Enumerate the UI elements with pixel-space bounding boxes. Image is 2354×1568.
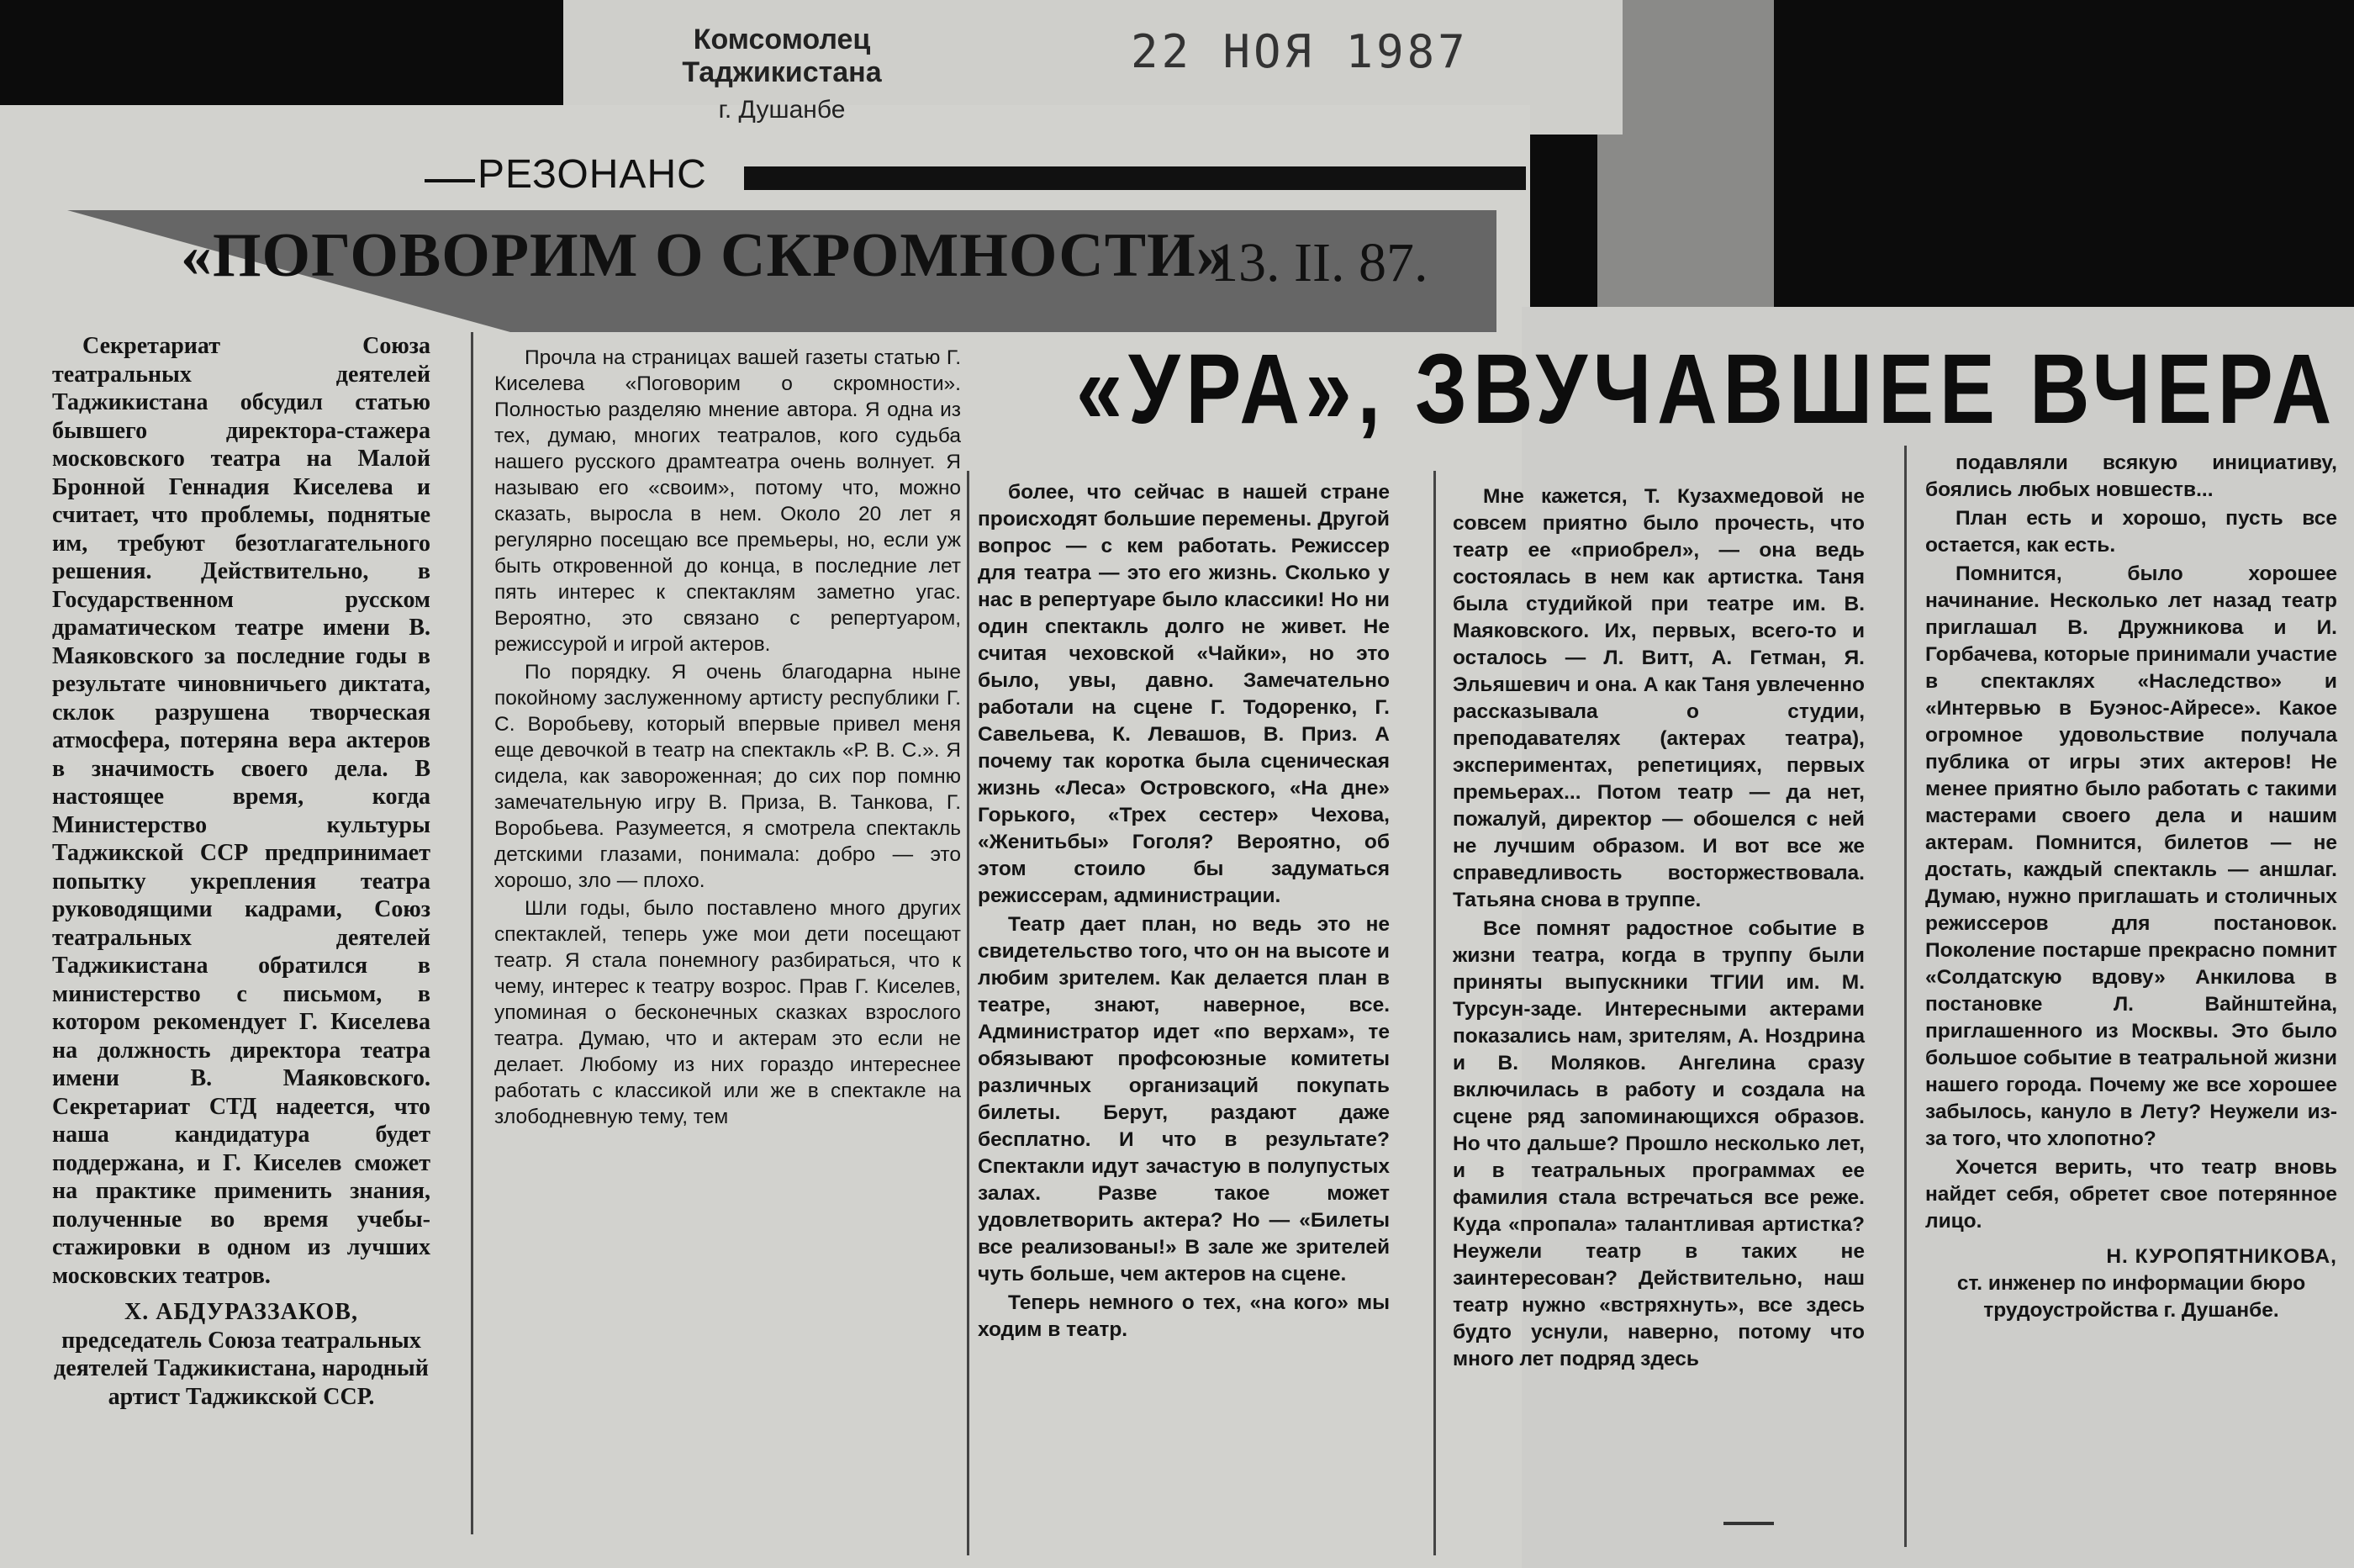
- signature-title: председатель Союза театральных деятелей Таджикистана, народный артист Таджикской ССР.: [54, 1327, 429, 1410]
- signature-title: ст. инженер по информации бюро трудоустройства г. Душанбе.: [1956, 1272, 2306, 1322]
- paragraph: План есть и хорошо, пусть все остается, как есть.: [1925, 507, 2337, 557]
- paragraph: Теперь немного о тех, «на кого» мы ходим в театр.: [978, 1291, 1390, 1341]
- newspaper-source: [605, 24, 958, 124]
- column-3-letter: [978, 479, 1390, 1345]
- paragraph: Шли годы, было поставлено много других спектаклей, теперь уже мои дети посещают театр. Я стала понемногу разбираться, что к чему, интерес к театру возрос. Прав Г. Киселев, упоминая о бесконечных сказках взрослого театра. Думаю, что и актерам это если не делает. Любому из них гораздо интереснее работать с классикой или же в спектакле на злободневную тему, тем: [494, 897, 961, 1128]
- background-paper-gray: [1597, 0, 1774, 319]
- column-divider: [1433, 471, 1436, 1555]
- paragraph: Помнится, было хорошее начинание. Несколько лет назад театр приглашал В. Дружникова и И. Горбачева, которые принимали участие в спектаклях «Наследство» и «Интервью в Буэнос-Айресе». Какое огромное удовольствие получала публика от игры этих актеров! Не менее приятно было работать с такими мастерами своего дела и нашим актерам. Помнится, билетов — не достать, каждый спектакль — аншлаг. Думаю, нужно приглашать и столичных режиссеров для постановок. Поколение постарше прекрасно помнит «Солдатскую вдову» Анкилова в постановке Л. Вайнштейна, приглашенного из Москвы. Это было большое событие в театральной жизни нашего города. Почему же все хорошее забылось, кануло в Лету? Неужели из-за того, что хлопотно?: [1925, 562, 2337, 1150]
- paragraph: Театр дает план, но ведь это не свидетельство того, что он на высоте и любим зрителем. Как делается план в театре, знают, наверное, все. Администратор идет «по верхам», те обязывают профсоюзные комитеты различных организаций покупать билеты. Берут, раздают даже бесплатно. И что в результате? Спектакли идут зачастую в полупустых залах. Разве такое может удовлетворить актера? Но — «Билеты все реализованы!» В зале же зрителей чуть больше, чем актеров на сцене.: [978, 913, 1390, 1286]
- signature-name: Н. КУРОПЯТНИКОВА,: [2106, 1245, 2337, 1268]
- column-divider: [967, 471, 969, 1555]
- paragraph: Мне кажется, Т. Кузахмедовой не совсем приятно было прочесть, что театр ее «приобрел», — она ведь состоялась в нем как артистка. Таня была студийкой при театре им. В. Маяковского. Их, первых, всего-то и осталось — Л. Витт, А. Гетман, Я. Эльяшевич и она. А как Таня увлеченно рассказывала о студии, преподавателях (актерах театра), экспериментах, репетициях, первых премьерах... Потом театр — да нет, пожалуй, директор — обошелся с ней не лучшим образом. И вот все же справедливость восторжествовала. Татьяна снова в труппе.: [1453, 485, 1865, 911]
- paragraph: Хочется верить, что театр вновь найдет себя, обретет свое потерянное лицо.: [1925, 1156, 2337, 1233]
- newspaper-name: Комсомолец Таджикистана: [682, 24, 882, 88]
- rubric-label: РЕЗОНАНС: [478, 152, 707, 197]
- paragraph: Секретариат Союза театральных деятелей Таджикистана обсудил статью бывшего директора-стажера московского театра на Малой Бронной Геннадия Киселева и считает, что проблемы, поднятые им, требуют безотлагательного решения. Действительно, в Государственном русском драматическом театре имени В. Маяковского за последние годы в результате чиновничьего диктата, склок разрушена творческая атмосфера, потеряна вера актеров в значимость своего дела. В настоящее время, когда Министерство культуры Таджикской ССР предпринимает попытку укрепления театра руководящими кадрами, Союз театральных деятелей Таджикистана обратился в министерство с письмом, в котором рекомендует Г. Киселева на должность директора театра имени В. Маяковского. Секретариат СТД надеется, что наша кандидатура будет поддержана, и Г. Киселев сможет на практике применить знания, полученные во время учебы-стажировки в одном из лучших московских театров.: [52, 333, 430, 1289]
- paragraph: По порядку. Я очень благодарна ныне покойному заслуженному артисту республики Г. С. Воробьеву, который впервые привел меня еще девочкой в театр на спектакль «Р. В. С.». Я сидела, как завороженная; до сих пор помню замечательную игру В. Приза, В. Танкова, Г. Воробьева. Разумеется, я смотрела спектакль детскими глазами, понимала: добро — это хорошо, зло — плохо.: [494, 661, 961, 892]
- column-1-statement: [52, 332, 430, 1412]
- paragraph: более, что сейчас в нашей стране происходят большие перемены. Другой вопрос — с кем работать. Режиссер для театра — это его жизнь. Сколько у нас в репертуаре было классики! Но ни один спектакль долго не живет. Не считая чеховской «Чайки», но это было, увы, давно. Замечательно работали на сцене Г. Тодоренко, Г. Савельева, К. Левашов, В. Приз. А почему так коротка была сценическая жизнь «Леса» Островского, «На дне» Горького, «Трех сестер» Чехова, «Женитьбы» Гоголя? Вероятно, об этом стоило бы задуматься режиссерам, администрации.: [978, 481, 1390, 907]
- signature: [52, 1298, 430, 1411]
- rubric-rule-right: [744, 166, 1526, 190]
- paragraph: Прочла на страницах вашей газеты статью Г. Киселева «Поговорим о скромности». Полностью разделяю мнение автора. Я одна из тех, думаю, многих театралов, кого судьба нашего русского драмтеатра очень волнует. Я называю его «своим», потому что, можно сказать, выросла в нем. Около 20 лет я регулярно посещаю все премьеры, но, если уж быть откровенной до конца, в последние лет пять интерес к спектаклям заметно угас. Вероятно, это связано с репертуаром, режиссурой и игрой актеров.: [494, 346, 961, 656]
- pen-mark: [1723, 1522, 1774, 1525]
- article-headline: «УРА», ЗВУЧАВШЕЕ ВЧЕРА: [1076, 334, 2338, 445]
- paragraph: Все помнят радостное событие в жизни театра, когда в труппу были приняты выпускники ТГИИ им. М. Турсун-заде. Интересными актерами показались нам, зрителям, А. Ноздрина и В. Моляков. Ангелина сразу включилась в работу и создала на сцене ряд запоминающихся образов. Но что дальше? Прошло несколько лет, и в театральных программах ее фамилия стала встречаться все реже. Куда «пропала» талантливая артистка? Неужели театр в таких не заинтересован? Действительно, наш театр нужно «встряхнуть», все здесь будто уснули, наверно, потому что много лет подряд здесь: [1453, 917, 1865, 1370]
- date-stamp: 22 НОЯ 1987: [1131, 25, 1469, 78]
- column-divider: [471, 332, 473, 1534]
- banner-title: «ПОГОВОРИМ О СКРОМНОСТИ»: [181, 221, 1228, 290]
- banner-date: 13. II. 87.: [1211, 232, 1428, 293]
- column-5-letter: [1925, 450, 2337, 1326]
- paragraph: подавляли всякую инициативу, боялись любых новшеств...: [1925, 451, 2337, 501]
- column-4-letter: [1453, 483, 1865, 1375]
- signature-name: Х. АБДУРАЗЗАКОВ,: [124, 1299, 358, 1325]
- column-2-letter: [494, 345, 961, 1132]
- signature: [1925, 1243, 2337, 1324]
- newspaper-city: г. Душанбе: [718, 96, 846, 124]
- rubric-rule-left: [425, 179, 475, 182]
- column-divider: [1904, 446, 1907, 1547]
